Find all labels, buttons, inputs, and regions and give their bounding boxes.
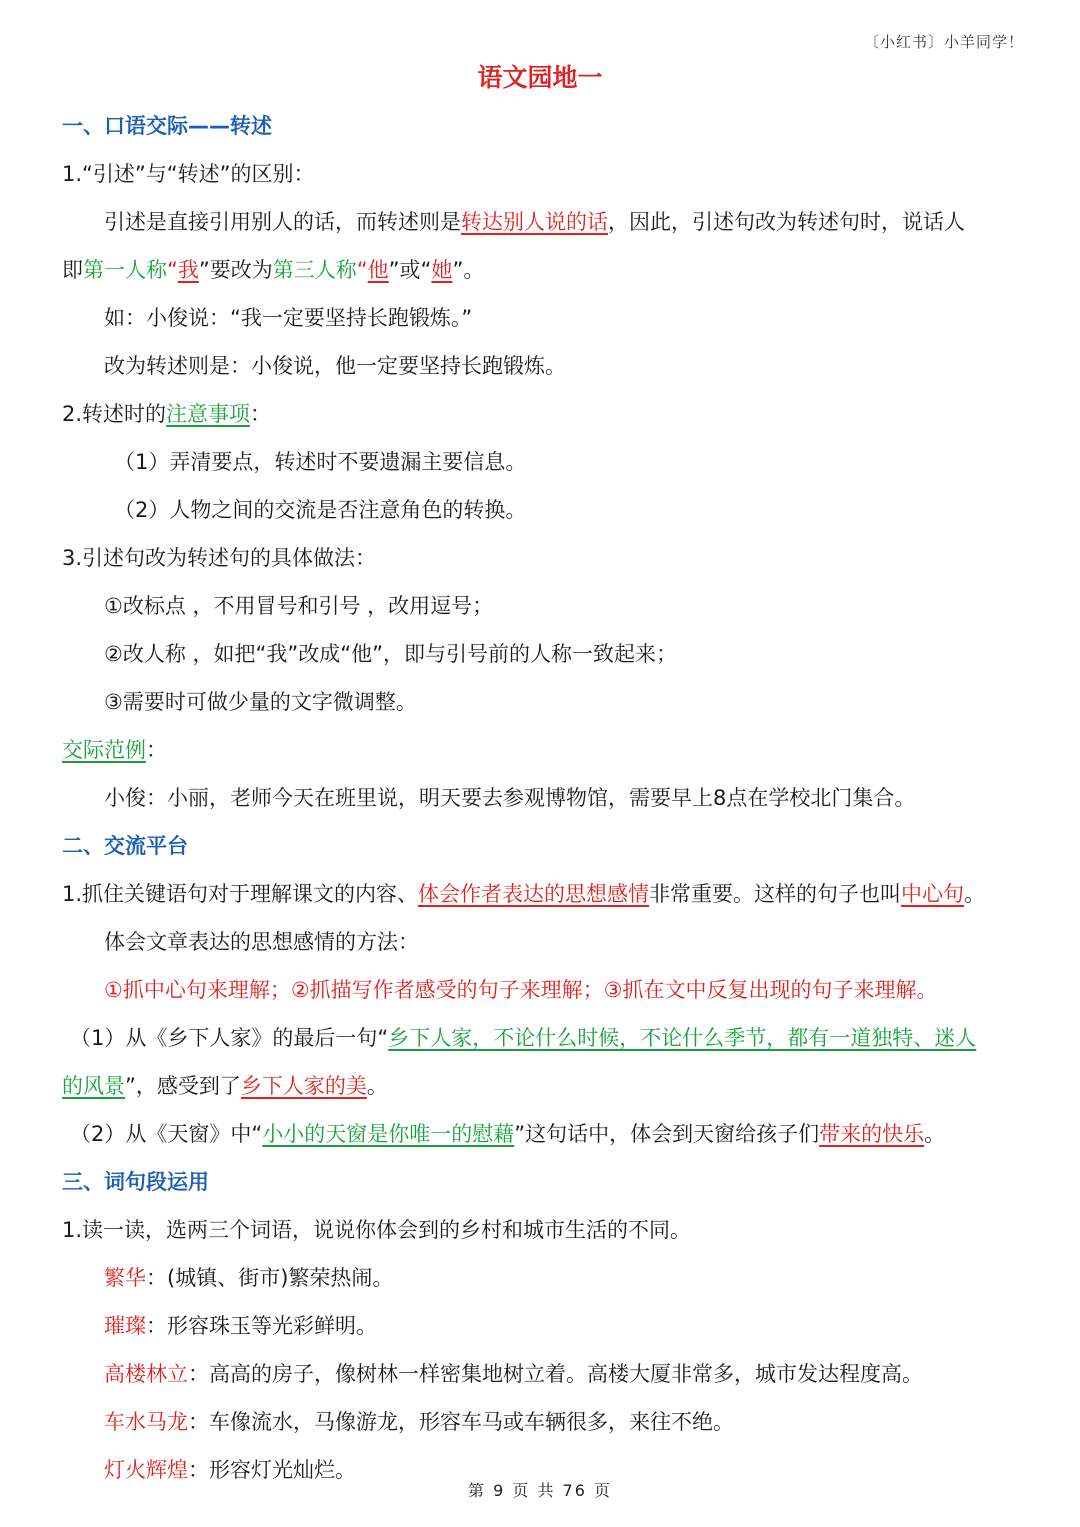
highlight-green: 的风景 — [62, 1074, 125, 1098]
list-item — [62, 1302, 1020, 1350]
paragraph: 1.“引述”与“转述”的区别： — [62, 162, 315, 186]
page-title: 语文园地一 — [477, 63, 603, 92]
text: ”。 — [452, 258, 485, 282]
definition: ：(城镇、街市)繁荣热闹。 — [146, 1266, 394, 1290]
paragraph: 3.引述句改为转述句的具体做法： — [62, 546, 377, 570]
text: 1.抓住关键语句对于理解课文的内容、 — [62, 882, 419, 906]
text: 即 — [62, 258, 83, 282]
paragraph: ①抓中心句来理解；②抓描写作者感受的句子来理解；③抓在文中反复出现的句子来理解。 — [104, 978, 938, 1002]
text: ： — [250, 402, 272, 426]
text: ”这句话中，体会到天窗给孩子们 — [514, 1122, 820, 1146]
section-heading-3: 三、词句段运用 — [62, 1170, 209, 1194]
paragraph: （1）弄清要点，转述时不要遗漏主要信息。 — [114, 450, 527, 474]
page-number: 第 9 页 共 76 页 — [468, 1481, 612, 1500]
list-item — [62, 1398, 1020, 1446]
text: “ — [167, 258, 178, 282]
paragraph — [62, 726, 1020, 774]
highlight-red: 带来的快乐 — [819, 1122, 925, 1146]
section-heading-1: 一、口语交际——转述 — [62, 114, 272, 138]
paragraph: 如：小俊说：“我一定要坚持长跑锻炼。” — [104, 306, 473, 330]
text: ”，感受到了 — [125, 1074, 241, 1098]
watermark: 〔小红书〕小羊同学！ — [863, 33, 1024, 51]
highlight-green: 乡下人家，不论什么时候，不论什么季节，都有一道独特、迷人 — [388, 1026, 977, 1050]
paragraph: 小俊：小丽，老师今天在班里说，明天要去参观博物馆，需要早上8点在学校北门集合。 — [104, 786, 916, 810]
highlight-green: 小小的天窗是你唯一的慰藉 — [262, 1122, 515, 1146]
paragraph: 体会文章表达的思想感情的方法： — [104, 930, 419, 954]
term: 高楼林立 — [104, 1362, 188, 1386]
text: 2.转述时的 — [62, 402, 167, 426]
text: ”或“ — [388, 258, 432, 282]
text: 。 — [924, 1122, 946, 1146]
text: ： — [146, 738, 167, 762]
definition: ：车像流水，马像游龙，形容车马或车辆很多，来往不绝。 — [188, 1410, 734, 1434]
paragraph — [62, 246, 1020, 294]
highlight-red: 她 — [431, 258, 453, 282]
text: 引述是直接引用别人的话，而转述则是 — [104, 210, 461, 234]
term: 璀璨 — [104, 1314, 146, 1338]
definition: ：高高的房子，像树林一样密集地树立着。高楼大厦非常多，城市发达程度高。 — [188, 1362, 923, 1386]
term: 繁华 — [104, 1266, 146, 1290]
text: “ — [356, 258, 368, 282]
text: ，因此，引述句改为转述句时，说话人 — [608, 210, 965, 234]
definition: ：形容灯光灿烂。 — [188, 1458, 356, 1482]
paragraph — [62, 870, 1020, 918]
highlight-green: 交际范例 — [62, 738, 146, 762]
paragraph — [62, 1014, 1020, 1062]
term: 灯火辉煌 — [104, 1458, 188, 1482]
highlight-red: 我 — [177, 258, 199, 282]
text: ”要改为 — [198, 258, 273, 282]
paragraph: 改为转述则是：小俊说，他一定要坚持长跑锻炼。 — [104, 354, 566, 378]
highlight-green: 第三人称 — [272, 258, 357, 282]
term: 车水马龙 — [104, 1410, 188, 1434]
list-item — [62, 1254, 1020, 1302]
paragraph: 1.读一读，选两三个词语，说说你体会到的乡村和城市生活的不同。 — [62, 1218, 692, 1242]
highlight-red: 体会作者表达的思想感情 — [418, 882, 650, 906]
paragraph — [62, 198, 1020, 246]
highlight-red: 乡下人家的美 — [240, 1074, 367, 1098]
list-item — [62, 1350, 1020, 1398]
text: （1）从《乡下人家》的最后一句“ — [70, 1026, 389, 1050]
highlight-red: 转达别人说的话 — [461, 210, 608, 234]
section-heading-2: 二、交流平台 — [62, 834, 188, 858]
document-body — [62, 102, 1020, 1494]
text: （2）从《天窗》中“ — [70, 1122, 263, 1146]
paragraph: ③需要时可做少量的文字微调整。 — [104, 690, 417, 714]
text: 非常重要。这样的句子也叫 — [649, 882, 902, 906]
text: 。 — [366, 1074, 388, 1098]
highlight-green: 注意事项 — [166, 402, 251, 426]
paragraph: ①改标点 ，不用冒号和引号 ，改用逗号； — [104, 594, 494, 618]
text: 。 — [964, 882, 986, 906]
highlight-red: 中心句 — [901, 882, 965, 906]
paragraph: （2）人物之间的交流是否注意角色的转换。 — [114, 498, 527, 522]
definition: ：形容珠玉等光彩鲜明。 — [146, 1314, 377, 1338]
paragraph — [62, 1062, 1020, 1110]
paragraph — [62, 390, 1020, 438]
highlight-green: 第一人称 — [83, 258, 167, 282]
paragraph: ②改人称 ，如把“我”改成“他”，即与引号前的人称一致起来； — [104, 642, 678, 666]
paragraph — [62, 1110, 1020, 1158]
highlight-red: 他 — [367, 258, 389, 282]
